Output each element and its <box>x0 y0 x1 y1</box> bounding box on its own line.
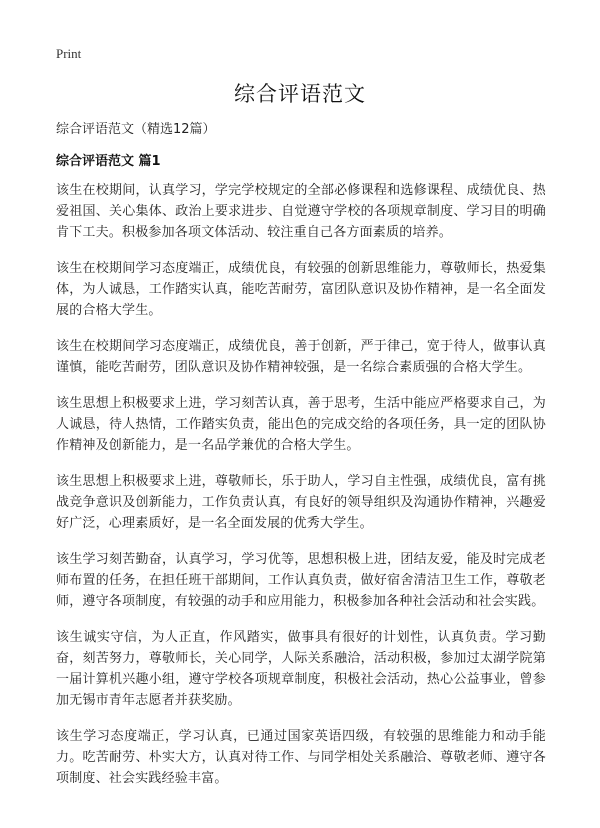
document-title: 综合评语范文 <box>234 82 366 106</box>
document-subtitle: 综合评语范文（精选12篇） <box>56 122 216 137</box>
paragraph-5: 该生思想上积极要求上进，尊敬师长，乐于助人，学习自主性强，成绩优良，富有挑战竞争意识及创新能力，工作负责认真，有良好的领导组织及沟通协作精神，兴趣爱好广泛，心理素质好，是一名全面发展的优秀大学生。 <box>56 474 546 531</box>
paragraph-4: 该生思想上积极要求上进，学习刻苦认真，善于思考，生活中能应严格要求自己，为人诚恳，待人热情，工作踏实负责，能出色的完成交给的各项任务，具一定的团队协作精神及创新能力，是一名品学兼优的合格大学生。 <box>56 396 546 453</box>
print-link[interactable]: Print <box>56 46 82 61</box>
paragraph-3: 该生在校期间学习态度端正，成绩优良，善于创新，严于律己，宽于待人，做事认真谨慎，能吃苦耐劳，团队意识及协作精神较强，是一名综合素质强的合格大学生。 <box>56 339 546 375</box>
paragraph-list <box>56 180 546 804</box>
paragraph-7: 该生诚实守信，为人正直，作风踏实，做事具有很好的计划性，认真负责。学习勤奋，刻苦努力，尊敬师长，关心同学，人际关系融洽，活动积极，参加过太湖学院第一届计算机兴趣小组，遵守学校各项规章制度，积极社会活动，热心公益事业，曾参加无锡市青年志愿者并获奖励。 <box>56 630 546 708</box>
paragraph-6: 该生学习刻苦勤奋，认真学习，学习优等，思想积极上进，团结友爱，能及时完成老师布置的任务，在担任班干部期间，工作认真负责，做好宿舍清洁卫生工作，尊敬老师，遵守各项制度，有较强的动手和应用能力，积极参加各种社会活动和社会实践。 <box>56 552 546 609</box>
paragraph-1: 该生在校期间，认真学习，学完学校规定的全部必修课程和选修课程、成绩优良、热爱祖国、关心集体、政治上要求进步、自觉遵守学校的各项规章制度、学习目的明确肯下工夫。积极参加各项文体活动、较注重自己各方面素质的培养。 <box>56 183 546 240</box>
paragraph-8: 该生学习态度端正，学习认真，已通过国家英语四级，有较强的思维能力和动手能力。吃苦耐劳、朴实大方，认真对待工作、与同学相处关系融洽、尊敬老师、遵守各项制度、社会实践经验丰富。 <box>56 729 546 786</box>
section-heading: 综合评语范文 篇1 <box>56 154 161 169</box>
paragraph-2: 该生在校期间学习态度端正，成绩优良，有较强的创新思维能力，尊敬师长，热爱集体，为人诚恳，工作踏实认真，能吃苦耐劳，富团队意识及协作精神，是一名全面发展的合格大学生。 <box>56 261 546 318</box>
